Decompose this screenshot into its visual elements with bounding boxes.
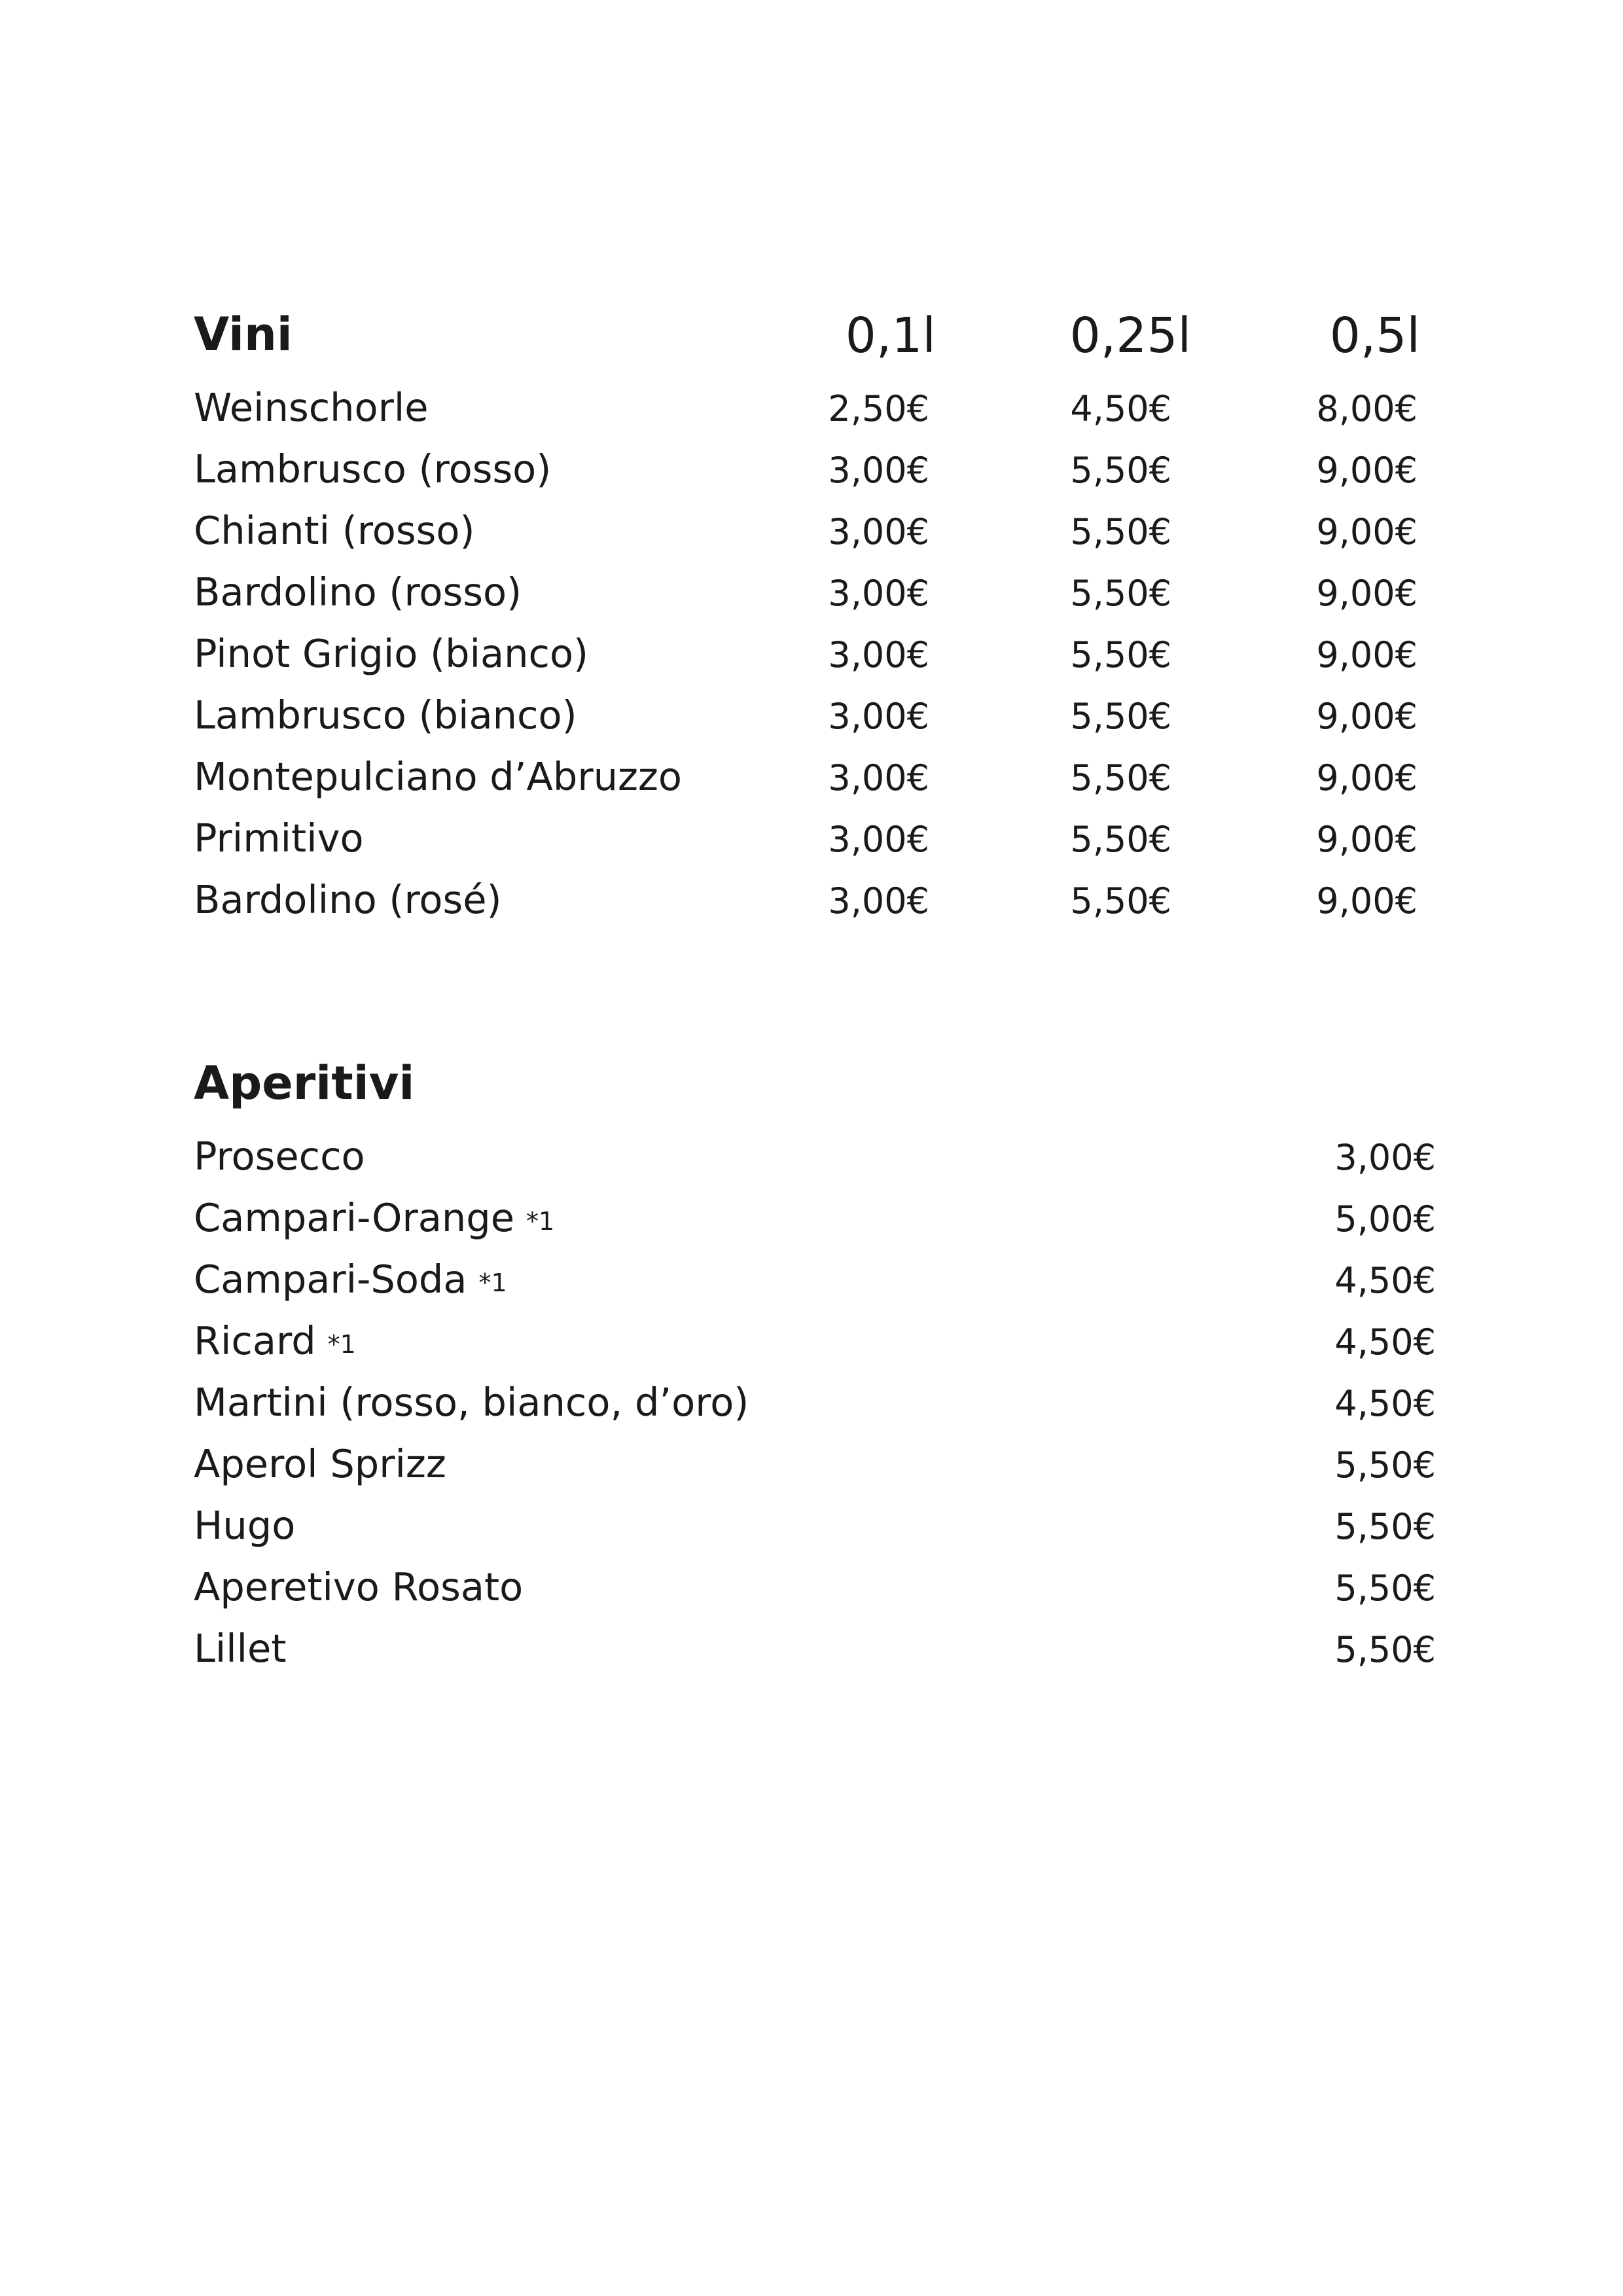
wine-price-0-25l: 5,50€	[1070, 819, 1171, 860]
aperitivo-item-name: Aperol Sprizz	[194, 1441, 446, 1486]
aperitivo-price: 4,50€	[1334, 1321, 1436, 1363]
wine-item-name: Bardolino (rosso)	[194, 569, 522, 615]
wine-price-0-25l: 5,50€	[1070, 450, 1171, 491]
aperitivo-item-name: Campari-Orange *1	[194, 1195, 555, 1240]
wine-price-0-1l: 2,50€	[828, 388, 929, 429]
vini-title: Vini	[194, 308, 293, 361]
wine-price-0-1l: 3,00€	[828, 450, 929, 491]
aperitivo-item-name: Martini (rosso, bianco, d’oro)	[194, 1380, 749, 1425]
aperitivo-price: 4,50€	[1334, 1260, 1436, 1301]
aperitivo-item-name: Lillet	[194, 1626, 287, 1671]
size-header-0-1l: 0,1l	[845, 308, 936, 364]
aperitivo-item-name: Campari-Soda *1	[194, 1257, 507, 1302]
wine-item-name: Primitivo	[194, 816, 364, 861]
aperitivo-price: 5,50€	[1334, 1629, 1436, 1670]
wine-price-0-5l: 9,00€	[1316, 450, 1418, 491]
size-header-0-5l: 0,5l	[1329, 308, 1420, 364]
aperitivo-item-name: Hugo	[194, 1503, 296, 1548]
wine-price-0-25l: 5,50€	[1070, 573, 1171, 614]
wine-price-0-1l: 3,00€	[828, 757, 929, 798]
wine-item-name: Montepulciano d’Abruzzo	[194, 754, 682, 799]
wine-price-0-25l: 5,50€	[1070, 880, 1171, 922]
wine-price-0-25l: 5,50€	[1070, 511, 1171, 552]
wine-price-0-5l: 8,00€	[1316, 388, 1418, 429]
wine-item-name: Weinschorle	[194, 385, 429, 430]
wine-price-0-5l: 9,00€	[1316, 757, 1418, 798]
wine-price-0-25l: 5,50€	[1070, 757, 1171, 798]
wine-item-name: Lambrusco (bianco)	[194, 692, 577, 738]
wine-item-name: Bardolino (rosé)	[194, 877, 502, 922]
wine-price-0-5l: 9,00€	[1316, 634, 1418, 675]
wine-price-0-25l: 5,50€	[1070, 634, 1171, 675]
aperitivo-price: 4,50€	[1334, 1383, 1436, 1424]
aperitivo-price: 5,50€	[1334, 1444, 1436, 1486]
wine-price-0-5l: 9,00€	[1316, 880, 1418, 922]
wine-price-0-25l: 5,50€	[1070, 696, 1171, 737]
wine-price-0-1l: 3,00€	[828, 511, 929, 552]
wine-price-0-1l: 3,00€	[828, 573, 929, 614]
wine-price-0-25l: 4,50€	[1070, 388, 1171, 429]
wine-item-name: Chianti (rosso)	[194, 508, 475, 553]
wine-price-0-5l: 9,00€	[1316, 573, 1418, 614]
aperitivo-item-name: Prosecco	[194, 1134, 365, 1179]
wine-item-name: Lambrusco (rosso)	[194, 446, 552, 492]
wine-price-0-1l: 3,00€	[828, 819, 929, 860]
wine-price-0-1l: 3,00€	[828, 880, 929, 922]
aperitivo-price: 5,00€	[1334, 1198, 1436, 1240]
aperitivi-title: Aperitivi	[194, 1056, 415, 1110]
wine-price-0-1l: 3,00€	[828, 696, 929, 737]
aperitivo-price: 5,50€	[1334, 1506, 1436, 1547]
footnote-marker: *1	[526, 1207, 555, 1236]
aperitivo-item-name: Aperetivo Rosato	[194, 1564, 524, 1609]
wine-item-name: Pinot Grigio (bianco)	[194, 631, 589, 676]
wine-price-0-5l: 9,00€	[1316, 511, 1418, 552]
aperitivo-item-name: Ricard *1	[194, 1318, 356, 1363]
footnote-marker: *1	[478, 1268, 507, 1297]
size-header-0-25l: 0,25l	[1069, 308, 1191, 364]
wine-price-0-5l: 9,00€	[1316, 819, 1418, 860]
aperitivo-price: 3,00€	[1334, 1137, 1436, 1178]
wine-price-0-5l: 9,00€	[1316, 696, 1418, 737]
aperitivo-price: 5,50€	[1334, 1568, 1436, 1609]
wine-price-0-1l: 3,00€	[828, 634, 929, 675]
footnote-marker: *1	[327, 1330, 356, 1359]
